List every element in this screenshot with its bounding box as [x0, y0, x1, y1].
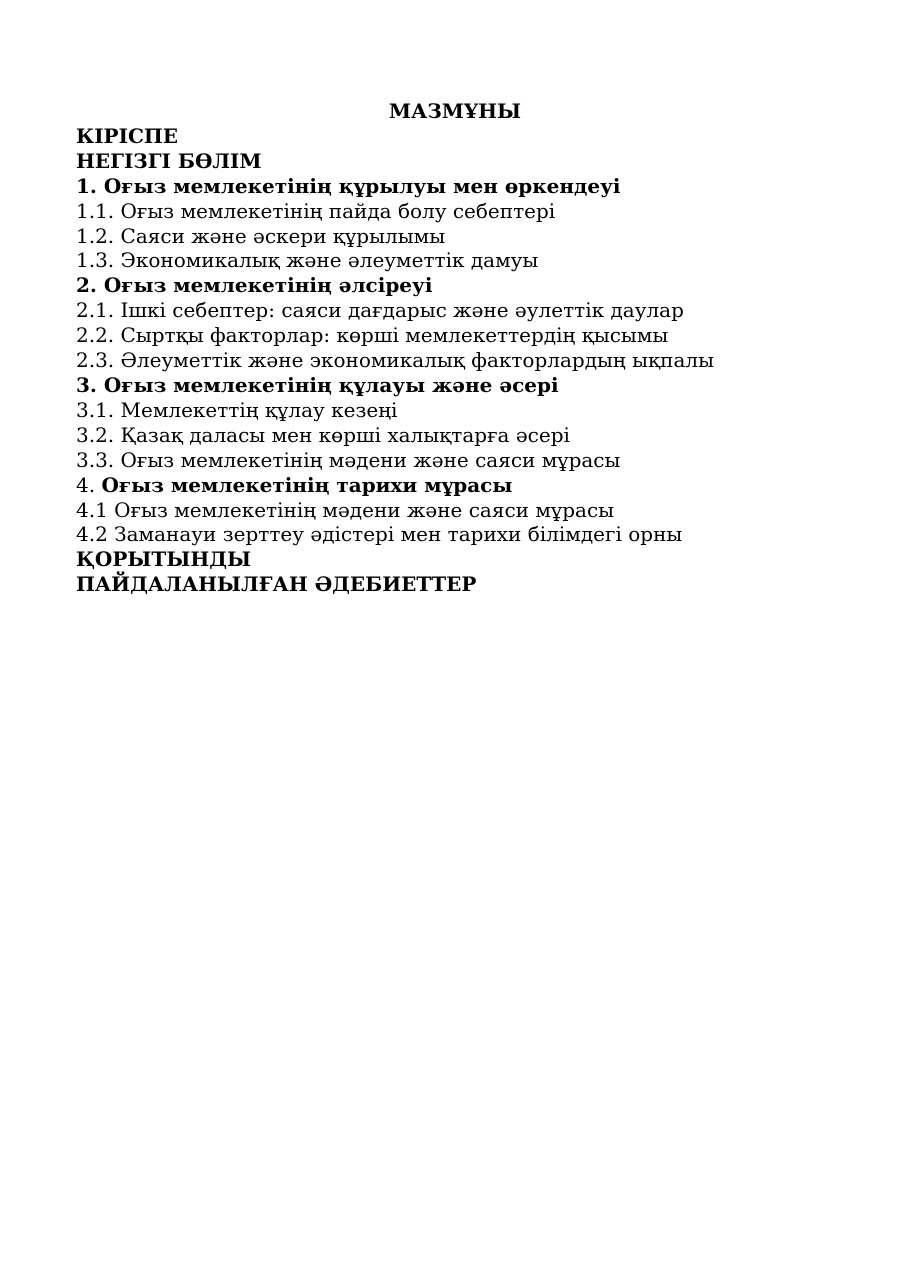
- toc-item: 1.2. Саяси және әскери құрылымы: [76, 223, 446, 248]
- toc-conclusion: ҚОРЫТЫНДЫ: [76, 547, 252, 572]
- toc-item: 2.3. Әлеуметтік және экономикалық факторлардың ықпалы: [76, 348, 715, 373]
- toc-item: 2.1. Ішкі себептер: саяси дағдарыс және әулеттік даулар: [76, 298, 684, 323]
- section-heading: 2. Оғыз мемлекетінің әлсіреуі: [76, 273, 433, 298]
- toc-title: МАЗМҰНЫ: [388, 99, 522, 123]
- toc-item: 3.2. Қазақ даласы мен көрші халықтарға әсері: [76, 422, 570, 447]
- toc-item: 1.3. Экономикалық және әлеуметтік дамуы: [76, 248, 539, 273]
- toc-item: 3.1. Мемлекеттің құлау кезеңі: [76, 397, 398, 422]
- toc-item: 2.2. Сыртқы факторлар: көрші мемлекеттердің қысымы: [76, 323, 669, 348]
- section-heading: 3. Оғыз мемлекетінің құлауы және әсері: [76, 372, 559, 397]
- toc-item: 4.1 Оғыз мемлекетінің мәдени және саяси мұрасы: [76, 497, 615, 522]
- toc-item: 4.2 Заманауи зерттеу әдістері мен тарихи білімдегі орны: [76, 522, 683, 547]
- table-of-contents: [76, 99, 836, 597]
- toc-references: ПАЙДАЛАНЫЛҒАН ӘДЕБИЕТТЕР: [76, 572, 477, 597]
- section-number: 4.: [76, 472, 102, 497]
- toc-item: 3.3. Оғыз мемлекетінің мәдени және саяси мұрасы: [76, 447, 621, 472]
- section-heading: 1. Оғыз мемлекетінің құрылуы мен өркендеуі: [76, 173, 621, 198]
- section-heading-text: Оғыз мемлекетінің тарихи мұрасы: [101, 472, 513, 497]
- toc-item: 1.1. Оғыз мемлекетінің пайда болу себептері: [76, 198, 556, 223]
- section-heading: [76, 473, 836, 498]
- toc-main-part: НЕГІЗГІ БӨЛІМ: [76, 148, 262, 173]
- toc-intro: КІРІСПЕ: [76, 123, 178, 148]
